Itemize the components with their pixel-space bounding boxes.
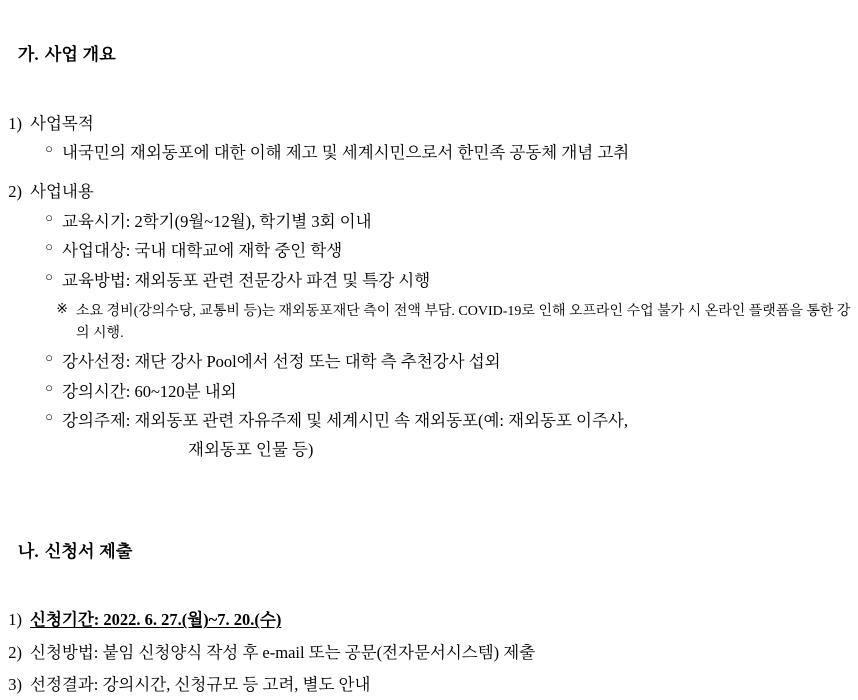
list-item-text: 교육방법: 재외동포 관련 전문강사 파견 및 특강 시행 bbox=[62, 270, 431, 290]
section-heading-2 bbox=[0, 507, 858, 598]
list-item-2-1 bbox=[0, 605, 858, 634]
list-item-text: 교육시기: 2학기(9월~12월), 학기별 3회 이내 bbox=[62, 211, 372, 231]
list-item-1-2 bbox=[0, 177, 858, 206]
bullet-circle-icon: ○ bbox=[45, 239, 53, 255]
section-marker: 가. bbox=[17, 45, 39, 65]
list-item-1-2-a bbox=[0, 207, 858, 236]
bullet-circle-icon: ○ bbox=[45, 209, 53, 225]
bullet-circle-icon: ○ bbox=[45, 350, 53, 366]
list-item-1-2-d bbox=[0, 347, 858, 376]
list-marker: 2) bbox=[8, 182, 22, 202]
list-item-1-2-e bbox=[0, 377, 858, 406]
list-marker: 2) bbox=[8, 642, 22, 662]
bullet-circle-icon: ○ bbox=[45, 141, 53, 157]
section-marker: 나. bbox=[17, 541, 39, 561]
section-heading-1 bbox=[0, 10, 858, 101]
list-item-2-3 bbox=[0, 670, 858, 699]
list-item-label: 사업내용 bbox=[30, 182, 94, 202]
list-marker: 1) bbox=[8, 610, 22, 630]
list-item-text: 강사선정: 재단 강사 Pool에서 선정 또는 대학 측 추천강사 섭외 bbox=[62, 352, 501, 372]
list-item-text: 내국민의 재외동포에 대한 이해 제고 및 세계시민으로서 한민족 공동체 개념 고취 bbox=[62, 143, 630, 163]
section-title: 사업 개요 bbox=[44, 45, 116, 65]
list-item-1-1 bbox=[0, 109, 858, 138]
reference-mark-icon: ※ bbox=[56, 301, 68, 317]
section-title: 신청서 제출 bbox=[44, 541, 133, 561]
list-marker: 3) bbox=[8, 675, 22, 695]
bullet-circle-icon: ○ bbox=[45, 409, 53, 424]
list-item-continuation: 재외동포 인물 등) bbox=[188, 440, 314, 460]
list-marker: 1) bbox=[8, 113, 22, 133]
list-item-1-2-c bbox=[0, 266, 858, 295]
list-item-1-1-a bbox=[0, 138, 858, 167]
list-item-text: 강의주제: 재외동포 관련 자유주제 및 세계시민 속 재외동포(예: 재외동포 이주사, bbox=[62, 411, 628, 430]
list-item-text: 신청방법: 붙임 신청양식 작성 후 e-mail 또는 공문(전자문서시스템) 제출 bbox=[30, 642, 536, 662]
list-item-1-2-b bbox=[0, 236, 858, 265]
list-item-2-2 bbox=[0, 638, 858, 667]
list-item-1-2-f bbox=[0, 406, 858, 435]
list-item-label: 사업목적 bbox=[30, 113, 94, 133]
bullet-circle-icon: ○ bbox=[45, 379, 53, 395]
note-covid-expenses bbox=[0, 301, 858, 344]
list-item-text: 강의시간: 60~120분 내외 bbox=[62, 381, 237, 401]
list-item-text: 신청기간: 2022. 6. 27.(월)~7. 20.(수) bbox=[30, 610, 282, 630]
bullet-circle-icon: ○ bbox=[45, 268, 53, 284]
list-item-text: 선정결과: 강의시간, 신청규모 등 고려, 별도 안내 bbox=[30, 675, 371, 695]
list-item-text: 사업대상: 국내 대학교에 재학 중인 학생 bbox=[62, 241, 343, 261]
note-text: 소요 경비(강의수당, 교통비 등)는 재외동포재단 측이 전액 부담. COVID-19로 인해 오프라인 수업 불가 시 온라인 플랫폼을 통한 강의 시행. bbox=[76, 303, 851, 341]
